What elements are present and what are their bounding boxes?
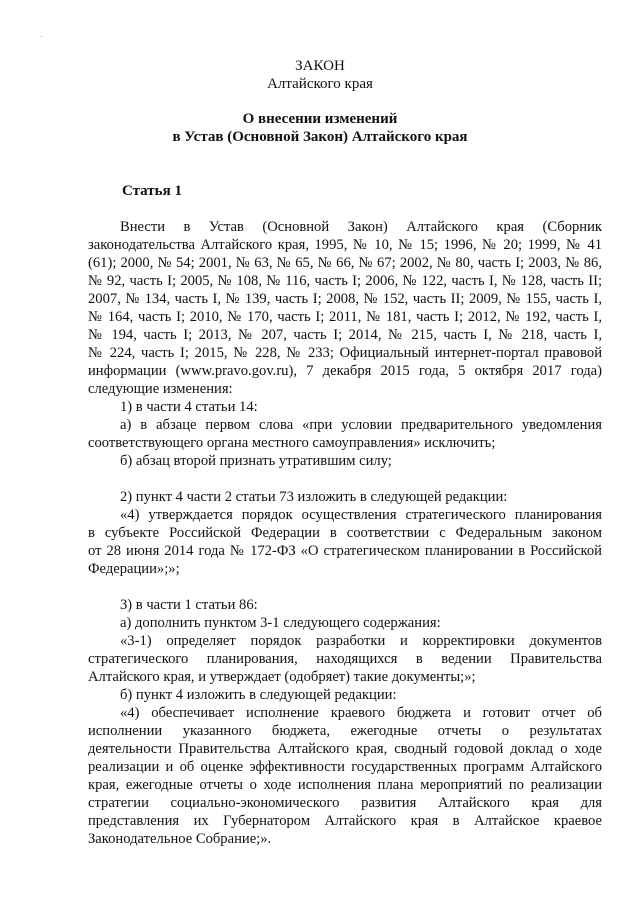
- law-subject-line-2: в Устав (Основной Закон) Алтайского края: [172, 129, 468, 145]
- body-line: в субъекте Российской Федерации в соответствии с Федеральным законом: [88, 525, 602, 541]
- body-line: исполнении указанного бюджета, ежегодные отчеты о результатах: [88, 723, 602, 739]
- body-line: б) пункт 4 изложить в следующей редакции:: [120, 687, 397, 703]
- body-line: «3-1) определяет порядок разработки и корректировки документов: [120, 633, 602, 649]
- law-title: ЗАКОН: [295, 58, 345, 74]
- body-line: «4) обеспечивает исполнение краевого бюджета и готовит отчет об: [120, 705, 602, 721]
- body-line: Законодательное Собрание;».: [88, 831, 272, 847]
- body-line: а) в абзаце первом слова «при условии предварительного уведомления: [120, 417, 602, 433]
- body-line: № 92, часть I; 2005, № 108, № 116, часть I; 2006, № 122, часть I, № 128, часть II;: [88, 273, 602, 289]
- body-line: от 28 июня 2014 года № 172-ФЗ «О стратегическом планировании в Российской: [88, 543, 602, 559]
- body-line: а) дополнить пунктом 3-1 следующего содержания:: [120, 615, 441, 631]
- body-line: стратегии социально-экономического развития Алтайского края для: [88, 795, 602, 811]
- body-line: соответствующего органа местного самоуправления» исключить;: [88, 435, 496, 451]
- body-line: № 164, часть I; 2010, № 170, часть I; 2011, № 181, часть I; 2012, № 192, часть I,: [88, 309, 602, 325]
- body-line: представления их Губернатором Алтайского края в Алтайское краевое: [88, 813, 602, 829]
- body-line: № 224, часть I; 2015, № 228, № 233; Официальный интернет-портал правовой: [88, 345, 602, 361]
- body-line: № 194, часть I; 2013, № 207, часть I; 2014, № 215, часть I, № 218, часть I,: [88, 327, 602, 343]
- body-line: реализации и об оценке эффективности государственных программ Алтайского: [88, 759, 602, 775]
- body-line: края, ежегодные отчеты о ходе исполнения плана мероприятий по реализации: [88, 777, 602, 793]
- law-subject-line-1: О внесении изменений: [242, 111, 398, 127]
- body-line: Алтайского края, и утверждает (одобряет) такие документы;»;: [88, 669, 476, 685]
- body-line: 1) в части 4 статьи 14:: [120, 399, 258, 415]
- scan-artifact: [41, 36, 42, 37]
- body-line: 2) пункт 4 части 2 статьи 73 изложить в следующей редакции:: [120, 489, 508, 505]
- body-line: б) абзац второй признать утратившим силу;: [120, 453, 392, 469]
- body-line: «4) утверждается порядок осуществления стратегического планирования: [120, 507, 602, 523]
- article-heading: Статья 1: [122, 183, 182, 199]
- body-line: деятельности Правительства Алтайского края, сводный годовой доклад о ходе: [88, 741, 602, 757]
- body-line: следующие изменения:: [88, 381, 233, 397]
- body-line: 2007, № 134, часть I, № 139, часть I; 2008, № 152, часть II; 2009, № 155, часть I,: [88, 291, 602, 307]
- body-line: информации (www.pravo.gov.ru), 7 декабря 2015 года, 5 октября 2017 года): [88, 363, 602, 379]
- body-line: 3) в части 1 статьи 86:: [120, 597, 258, 613]
- law-region: Алтайского края: [267, 76, 373, 92]
- body-line: стратегического планирования, находящихся в ведении Правительства: [88, 651, 602, 667]
- body-line: Внести в Устав (Основной Закон) Алтайского края (Сборник: [120, 219, 602, 235]
- body-line: (61); 2000, № 54; 2001, № 63, № 65, № 66, № 67; 2002, № 80, часть I; 2003, № 86,: [88, 255, 602, 271]
- body-line: Федерации»;»;: [88, 561, 180, 577]
- body-line: законодательства Алтайского края, 1995, № 10, № 15; 1996, № 20; 1999, № 41: [88, 237, 602, 253]
